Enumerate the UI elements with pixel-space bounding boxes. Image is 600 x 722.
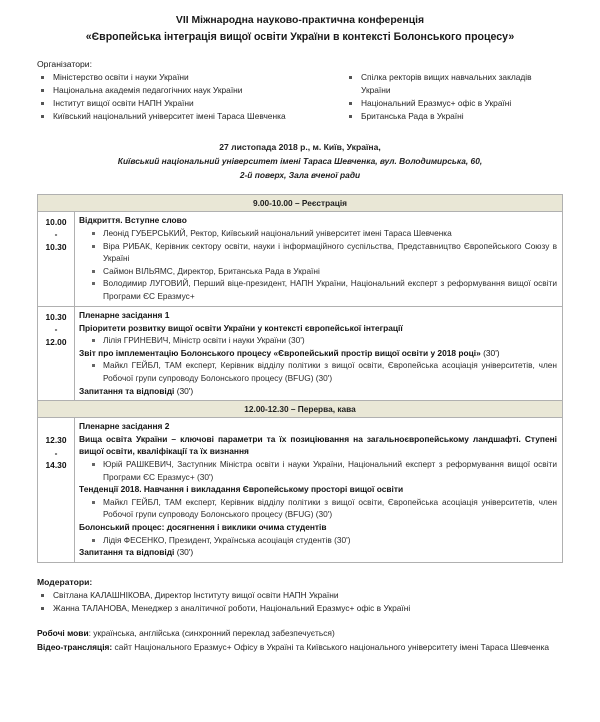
organizers-section: [37, 59, 563, 123]
qa-duration: (30'): [174, 547, 194, 558]
qa-label: Запитання та відповіді: [79, 547, 175, 558]
agenda-table: [37, 194, 563, 562]
working-languages-label: Робочі мови: [37, 628, 89, 639]
agenda-row1-time: [38, 211, 75, 306]
table-row-registration-band: [38, 195, 563, 212]
list-item: Спілка ректорів вищих навчальних закладів України: [345, 71, 563, 96]
venue-block: [37, 140, 563, 182]
moderators-label: Модератори:: [37, 576, 93, 587]
organizers-label: Організатори:: [37, 59, 92, 69]
time-end: 14.30: [45, 460, 67, 471]
list-item: Інститут вищої освіти НАПН України: [37, 97, 345, 110]
list-item: Світлана КАЛАШНІКОВА, Директор Інституту вищої освіти НАПН України: [37, 589, 563, 602]
session-subheading-2: [79, 347, 557, 360]
list-item: Лілія ГРИНЕВИЧ, Міністр освіти і науки України (30'): [79, 334, 557, 347]
table-row: [38, 211, 563, 306]
venue-date: 27 листопада 2018 р., м. Київ, Україна,: [219, 142, 381, 153]
organizers-column-left: [37, 71, 345, 123]
session-subheading-2: Тенденції 2018. Навчання і викладання Європейському просторі вищої освіти: [79, 484, 404, 495]
list-item: Міністерство освіти і науки України: [37, 71, 345, 84]
notes-section: [37, 627, 563, 653]
session-heading: Пленарне засідання 1: [79, 310, 170, 321]
time-dash: -: [54, 324, 58, 335]
moderators-list: [37, 589, 563, 615]
list-item: Британська Рада в Україні: [345, 110, 563, 123]
speaker-list-2: [79, 359, 557, 384]
time-start: 10.00: [45, 216, 67, 227]
agenda-row2-body: [75, 306, 563, 401]
table-row: [38, 306, 563, 401]
speaker-list: [79, 227, 557, 303]
session-heading: Пленарне засідання 2: [79, 421, 170, 432]
broadcast-label: Відео-трансляція:: [37, 641, 113, 652]
working-languages-line: [37, 627, 563, 640]
list-item: Юрій РАШКЕВИЧ, Заступник Міністра освіти і науки України, Національний експерт з реформування вищої освіти Програми ЄС Еразмус+ (30'): [79, 458, 557, 483]
agenda-row2-time: [38, 306, 75, 401]
qa-line: [79, 546, 557, 559]
speaker-list-1: [79, 458, 557, 483]
time-start: 10.30: [45, 311, 67, 322]
organizers-list-right: [345, 71, 563, 122]
list-item: Національний Еразмус+ офіс в Україні: [345, 97, 563, 110]
organizers-column-right: [345, 71, 563, 123]
table-row: [38, 417, 563, 562]
agenda-row3-body: [75, 417, 563, 562]
qa-line: [79, 385, 557, 398]
broadcast-value: сайт Національного Еразмус+ Офісу в Україні та Київського національного університету імені Тараса Шевченка: [112, 641, 550, 652]
session-subheading-1: Вища освіта України – ключові параметри та їх позиціювання на загальноєвропейському ландшафті. Ступені вищої освіти, кваліфікації та їх визнання: [79, 433, 557, 457]
time-dash: -: [54, 229, 58, 240]
subheading-2-bold: Звіт про імплементацію Болонського процесу «Європейський простір вищої освіти у 2018 році»: [79, 347, 481, 358]
break-band-label: 12.00-12.30 – Перерва, кава: [38, 401, 563, 418]
moderators-section: [37, 577, 563, 615]
list-item: Володимир ЛУГОВИЙ, Перший віце-президент, НАПН України, Національний експерт з реформування вищої освіти Програми ЄС Еразмус+: [79, 277, 557, 302]
time-start: 12.30: [45, 435, 67, 446]
table-row-break-band: [38, 401, 563, 418]
broadcast-line: [37, 641, 563, 654]
session-subheading-1: Пріоритети розвитку вищої освіти України у контексті європейської інтеграції: [79, 322, 403, 333]
list-item: Віра РИБАК, Керівник сектору освіти, науки і інформаційного суспільства, Представництво Європейського Союзу в Україні: [79, 240, 557, 265]
agenda-row1-body: [75, 211, 563, 306]
time-end: 12.00: [45, 336, 67, 347]
venue-address: Київський національний університет імені Тараса Шевченка, вул. Володимирська, 60,: [117, 156, 483, 167]
session-heading: Відкриття. Вступне слово: [79, 215, 187, 226]
list-item: Київський національний університет імені Тараса Шевченка: [37, 110, 345, 123]
organizers-columns: [37, 71, 563, 123]
agenda-row3-time: [38, 417, 75, 562]
venue-room: 2-й поверх, Зала вченої ради: [239, 170, 361, 181]
title-line-2: «Європейська інтеграція вищої освіти України в контексті Болонського процесу»: [85, 31, 515, 43]
page-title: [37, 0, 563, 45]
list-item: Лідія ФЕСЕНКО, Президент, Українська асоціація студентів (30'): [79, 534, 557, 547]
organizers-list-left: [37, 71, 345, 123]
list-item: Жанна ТАЛАНОВА, Менеджер з аналітичної роботи, Національний Еразмус+ офіс в Україні: [37, 602, 563, 615]
qa-duration: (30'): [174, 385, 194, 396]
list-item: Майкл ГЕЙБЛ, ТАМ експерт, Керівник відділу політики з вищої освіти, Європейська асоціація університетів, член Робочої групи супроводу Болонського процесу (BFUG) (30'): [79, 496, 557, 521]
list-item: Саймон ВІЛЬЯМС, Директор, Британська Рада в Україні: [79, 265, 557, 278]
title-line-1: VII Міжнародна науково-практична конференція: [175, 15, 425, 26]
list-item: Леонід ГУБЕРСЬКИЙ, Ректор, Київський національний університет імені Тараса Шевченка: [79, 227, 557, 240]
session-subheading-3: Болонський процес: досягнення і виклики очима студентів: [79, 521, 327, 532]
qa-label: Запитання та відповіді: [79, 385, 175, 396]
list-item: Національна академія педагогічних наук України: [37, 84, 345, 97]
list-item: Майкл ГЕЙБЛ, ТАМ експерт, Керівник відділу політики з вищої освіти, Європейська асоціація університетів, член Робочої групи супроводу Болонського процесу (BFUG) (30'): [79, 359, 557, 384]
time-dash: -: [54, 447, 58, 458]
time-end: 10.30: [45, 241, 67, 252]
speaker-list-3: [79, 534, 557, 547]
registration-band-label: 9.00-10.00 – Реєстрація: [38, 195, 563, 212]
speaker-list-1: [79, 334, 557, 347]
speaker-list-2: [79, 496, 557, 521]
working-languages-value: : українська, англійська (синхронний переклад забезпечується): [88, 628, 335, 639]
subheading-2-duration: (30'): [480, 347, 500, 358]
